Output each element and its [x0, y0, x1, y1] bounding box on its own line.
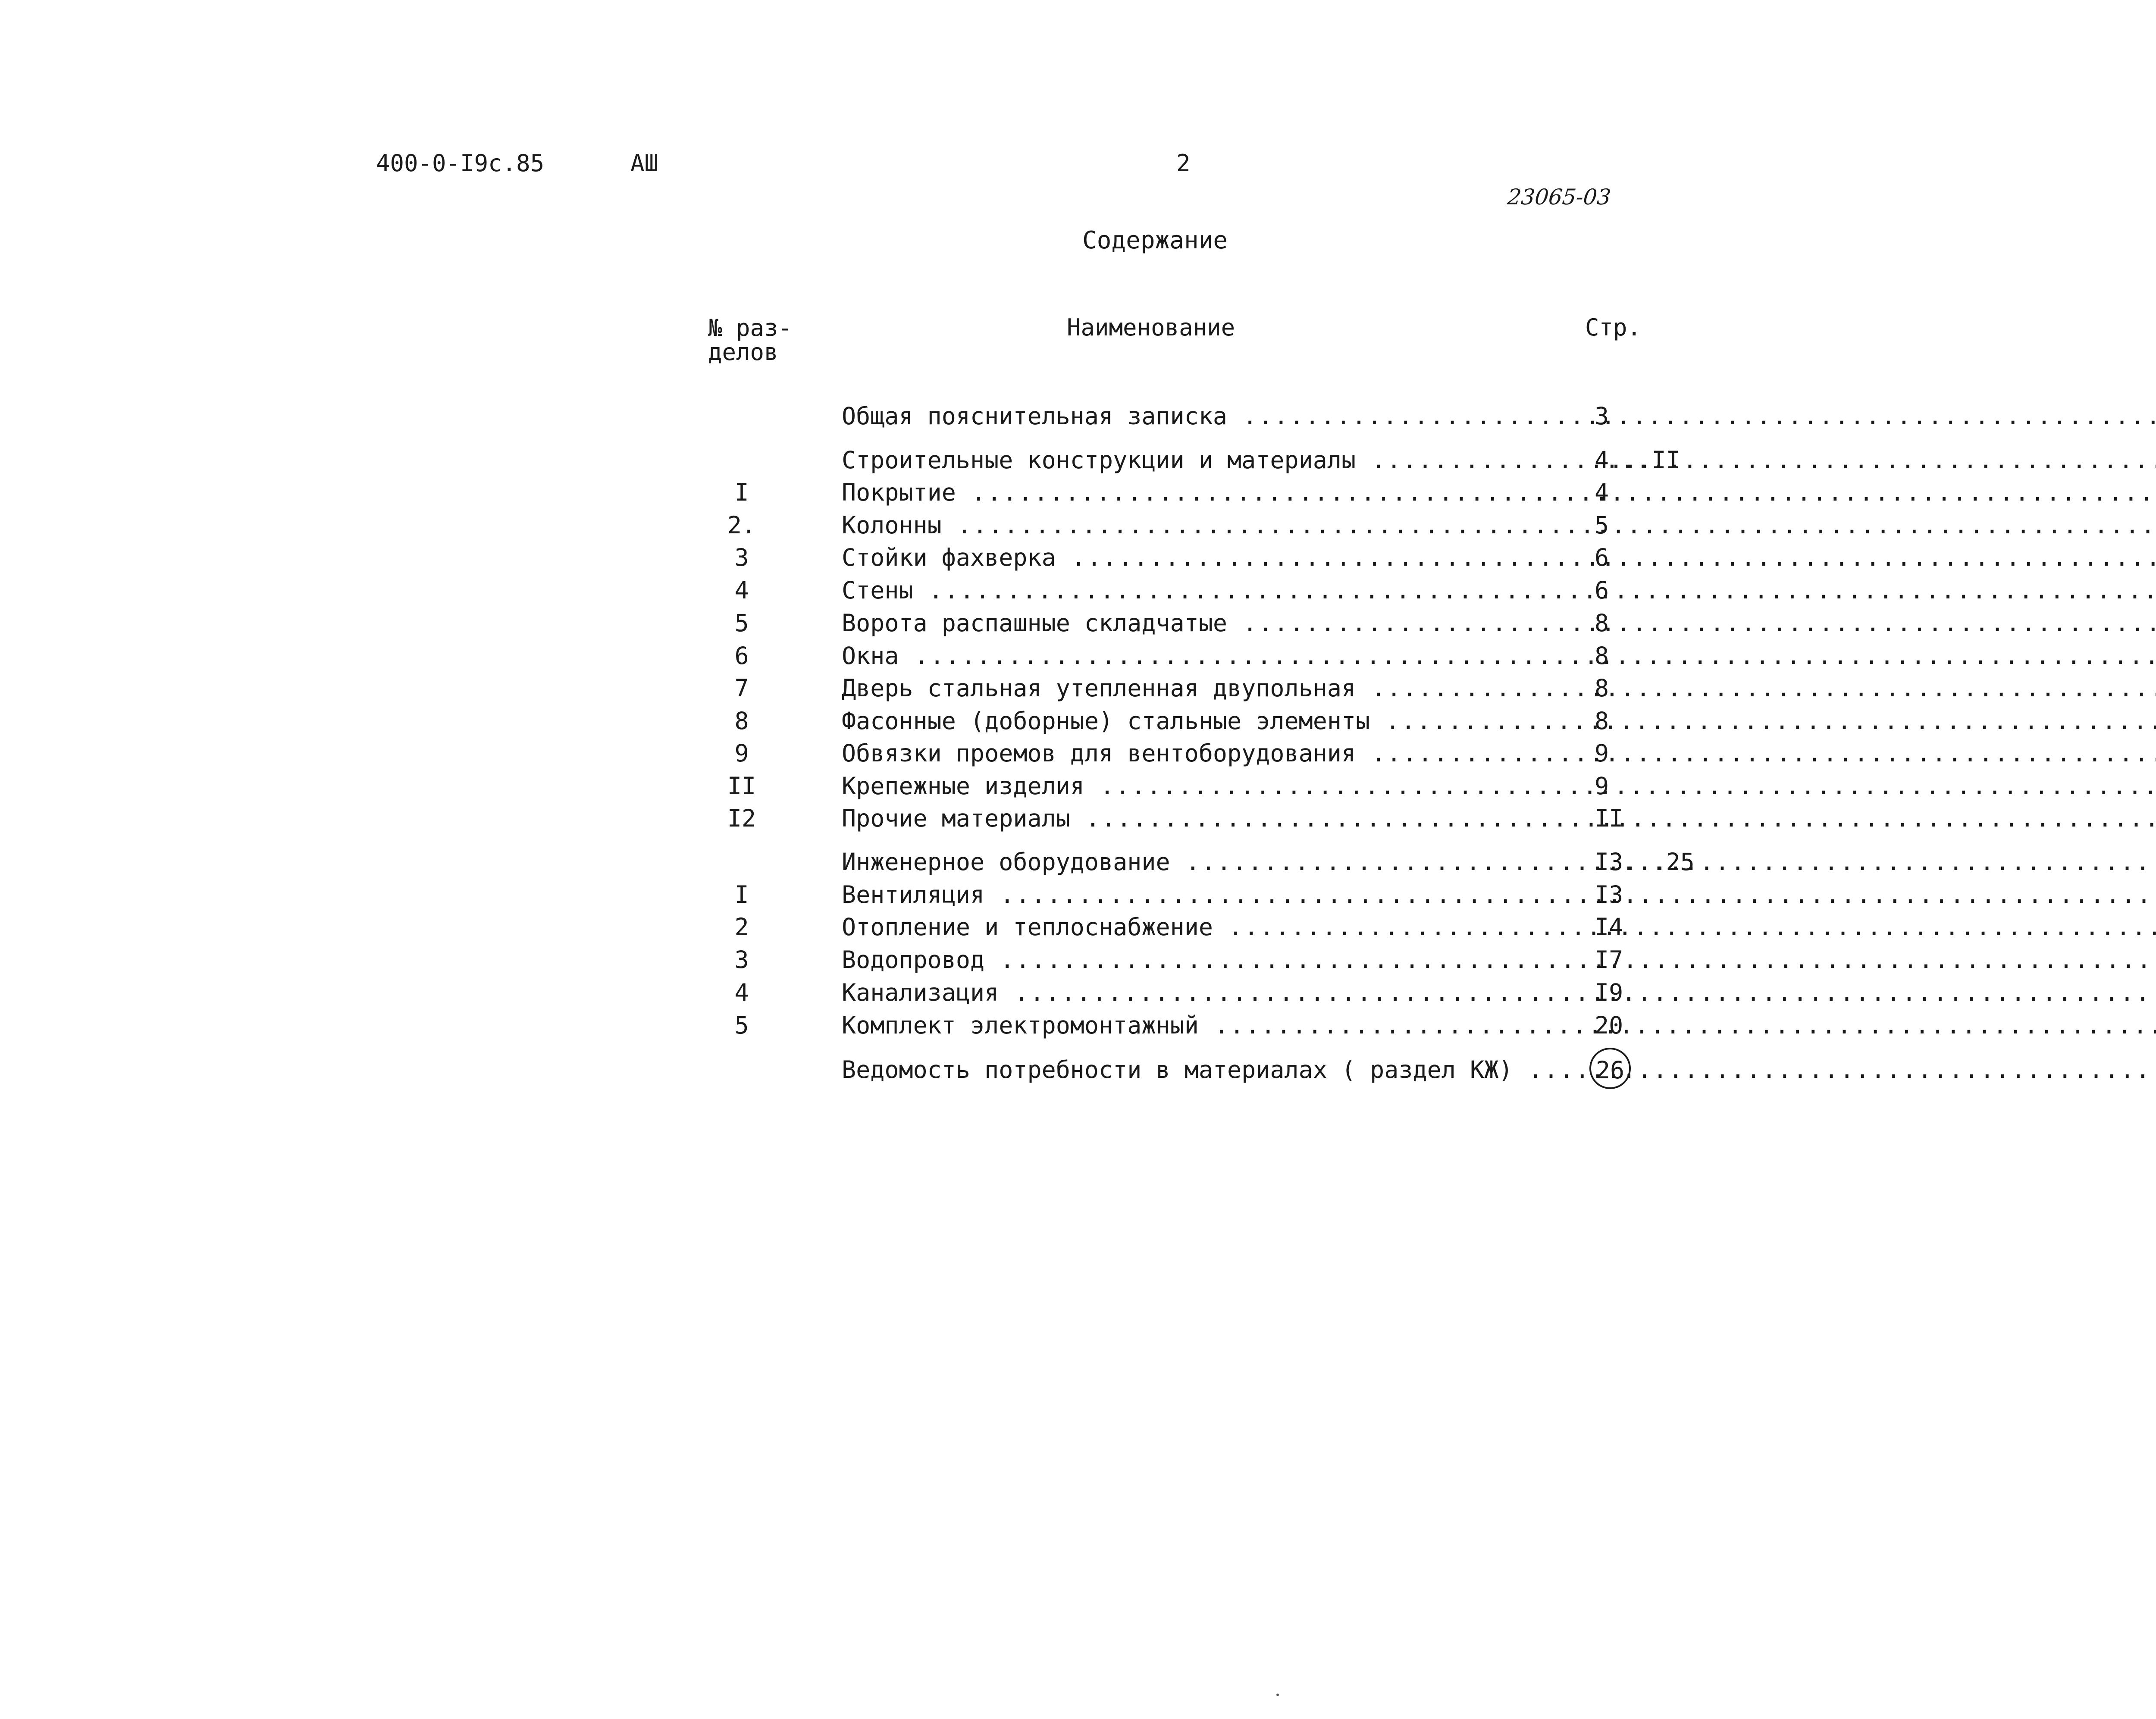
toc-row-number: 7 [734, 674, 749, 702]
toc-row-number: 3 [734, 544, 749, 571]
toc-row-title: Прочие материалы ..... [842, 803, 1402, 833]
toc-row [690, 847, 1716, 877]
toc-row [690, 977, 1716, 1008]
toc-row-page: 3 [1595, 402, 1609, 430]
toc-row-title: Обвязки проемов для вентоборудования ..... [842, 738, 1402, 768]
toc-row-title: Вентиляция ..... [842, 880, 1402, 910]
toc-row-title: Покрытие ..... [842, 477, 1402, 507]
toc-row-page: I4 [1595, 913, 1623, 941]
toc-row-number: 4 [734, 979, 749, 1006]
toc-row-title: Водопровод ..... [842, 945, 1402, 975]
toc-row-title: Инженерное оборудование ..... [842, 847, 1402, 877]
toc-row-page: 4 [1595, 479, 1609, 506]
toc-row-page: I9 [1595, 979, 1623, 1006]
toc-row [690, 1055, 1716, 1085]
toc-row-number: I2 [727, 805, 756, 832]
toc-row-page-circled: 26 [1589, 1048, 1631, 1089]
toc-row-page: 8 [1595, 707, 1609, 735]
toc-row-title: Строительные конструкции и материалы ..... [842, 445, 1402, 475]
sheet-code: АШ [630, 150, 659, 177]
column-header-page: Стр. [1585, 314, 1642, 341]
document-code: 400-0-I9с.85 [376, 150, 545, 177]
toc-row [690, 608, 1716, 638]
toc-row [690, 673, 1716, 703]
toc-row-title: Дверь стальная утепленная двупольная ..... [842, 673, 1402, 703]
toc-row-page: II [1595, 805, 1623, 832]
scan-speck [1276, 1694, 1279, 1696]
toc-row-number: 9 [734, 739, 749, 767]
toc-row-title: Фасонные (доборные) стальные элементы ..... [842, 706, 1402, 736]
toc-row [690, 771, 1716, 801]
toc-row-title: Общая пояснительная записка ..... [842, 401, 1402, 431]
toc-row-page: 9 [1595, 739, 1609, 767]
toc-row-number: 8 [734, 707, 749, 735]
toc-row [690, 706, 1716, 736]
toc-row-number: 2. [727, 511, 756, 539]
toc-row-number: I [734, 881, 749, 908]
page-number: 2 [1176, 150, 1191, 177]
toc-row-number: 5 [734, 609, 749, 637]
toc-row-number: 5 [734, 1011, 749, 1039]
toc-row-title: Ворота распашные складчатые ..... [842, 608, 1402, 638]
toc-row [690, 510, 1716, 540]
toc-row-number: I [734, 479, 749, 506]
toc-row [690, 401, 1716, 431]
toc-row-number: II [727, 772, 756, 800]
toc-row-page: I7 [1595, 946, 1623, 974]
toc-row-page: 6 [1595, 576, 1609, 604]
toc-row [690, 880, 1716, 910]
toc-row [690, 738, 1716, 768]
toc-row [690, 542, 1716, 573]
toc-row-page: 8 [1595, 642, 1609, 670]
toc-row-title: Ведомость потребности в материалах ( раздел КЖ) ..... [842, 1055, 1402, 1085]
toc-row-page: 5 [1595, 511, 1609, 539]
toc-row-page: 9 [1595, 772, 1609, 800]
toc-row [690, 575, 1716, 605]
toc-row-title: Стойки фахверка ..... [842, 542, 1402, 573]
toc-row-page: 20 [1595, 1011, 1623, 1039]
toc-row-title: Комплект электромонтажный ..... [842, 1010, 1402, 1040]
toc-row-page: I3 [1595, 881, 1623, 908]
toc-row [690, 803, 1716, 833]
toc-row-page: I3...25 [1595, 848, 1695, 876]
toc-row [690, 641, 1716, 671]
toc-row-title: Отопление и теплоснабжение ..... [842, 912, 1402, 942]
toc-row-title: Стены ..... [842, 575, 1402, 605]
toc-row-number: 2 [734, 913, 749, 941]
toc-row-number: 6 [734, 642, 749, 670]
page-title: Содержание [1082, 226, 1228, 254]
toc-row-title: Крепежные изделия ..... [842, 771, 1402, 801]
toc-row-page: 8 [1595, 674, 1609, 702]
toc-row-page: 6 [1595, 544, 1609, 571]
toc-row-page: 8 [1595, 609, 1609, 637]
toc-row-number: 3 [734, 946, 749, 974]
toc-row [690, 1010, 1716, 1040]
toc-row-number: 4 [734, 576, 749, 604]
toc-row-title: Колонны ..... [842, 510, 1402, 540]
column-header-name: Наименование [1067, 314, 1235, 341]
toc-row-page: 4...II [1595, 446, 1680, 474]
toc-row [690, 445, 1716, 475]
toc-row-title: Канализация ..... [842, 977, 1402, 1008]
toc-row [690, 945, 1716, 975]
toc-row [690, 912, 1716, 942]
toc-row [690, 477, 1716, 507]
archive-number: 23065-03 [1506, 185, 1612, 210]
column-header-section-number: № раз- делов [708, 314, 793, 366]
toc-row-title: Окна ..... [842, 641, 1402, 671]
